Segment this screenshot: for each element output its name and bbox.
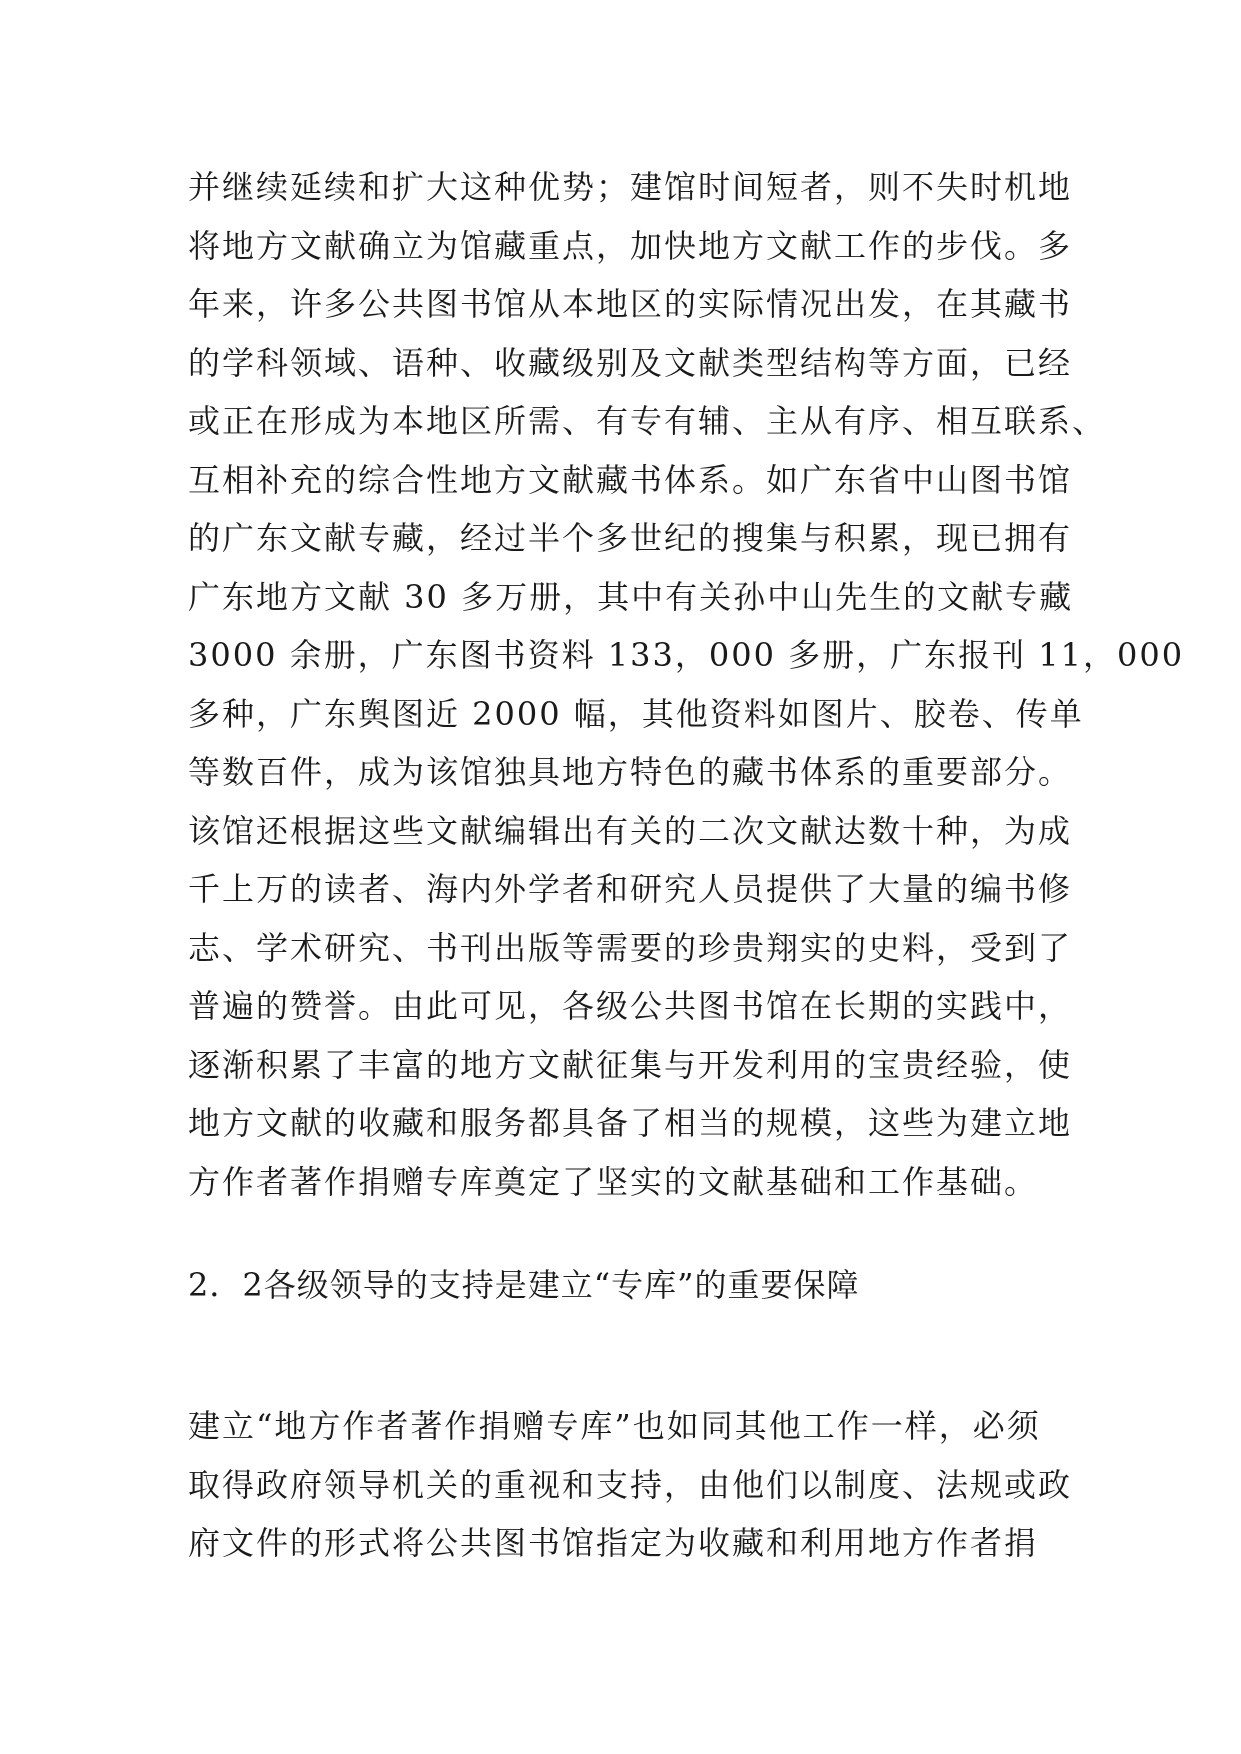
text-line: 年来，许多公共图书馆从本地区的实际情况出发，在其藏书 <box>188 285 1073 323</box>
text-line: 3000 余册，广东图书资料 133，000 多册，广东报刊 11，000 <box>188 636 1185 674</box>
text-line: 等数百件，成为该馆独具地方特色的藏书体系的重要部分。 <box>188 753 1073 791</box>
body-paragraph-1 <box>188 158 1185 1211</box>
text-line: 并继续延续和扩大这种优势；建馆时间短者，则不失时机地 <box>188 168 1073 206</box>
text-line: 方作者著作捐赠专库奠定了坚实的文献基础和工作基础。 <box>188 1162 1039 1201</box>
body-paragraph-2 <box>188 1397 1073 1573</box>
text-line: 地方文献的收藏和服务都具备了相当的规模，这些为建立地 <box>188 1104 1073 1142</box>
text-line: 互相补充的综合性地方文献藏书体系。如广东省中山图书馆 <box>188 460 1073 499</box>
text-line: 或正在形成为本地区所需、有专有辅、主从有序、相互联系、 <box>188 402 1107 440</box>
text-line: 该馆还根据这些文献编辑出有关的二次文献达数十种，为成 <box>188 811 1073 850</box>
text-line: 府文件的形式将公共图书馆指定为收藏和利用地方作者捐 <box>188 1524 1039 1562</box>
text-line: 普遍的赞誉。由此可见，各级公共图书馆在长期的实践中， <box>188 987 1073 1025</box>
text-line: 多种，广东舆图近 2000 幅，其他资料如图片、胶卷、传单 <box>188 694 1084 733</box>
text-line: 的学科领域、语种、收藏级别及文献类型结构等方面，已经 <box>188 343 1073 382</box>
text-line: 取得政府领导机关的重视和支持，由他们以制度、法规或政 <box>188 1465 1073 1504</box>
text-line: 将地方文献确立为馆藏重点，加快地方文献工作的步伐。多 <box>188 226 1073 265</box>
section-heading-text: 2．2各级领导的支持是建立“专库”的重要保障 <box>188 1266 860 1304</box>
section-heading <box>188 1256 1068 1315</box>
text-line: 的广东文献专藏，经过半个多世纪的搜集与积累，现已拥有 <box>188 519 1073 557</box>
text-line: 志、学术研究、书刊出版等需要的珍贵翔实的史料，受到了 <box>188 928 1073 967</box>
text-line: 千上万的读者、海内外学者和研究人员提供了大量的编书修 <box>188 870 1073 908</box>
text-line: 逐渐积累了丰富的地方文献征集与开发利用的宝贵经验，使 <box>188 1045 1073 1084</box>
text-line: 广东地方文献 30 多万册，其中有关孙中山先生的文献专藏 <box>188 577 1074 616</box>
text-line: 建立“地方作者著作捐赠专库”也如同其他工作一样，必须 <box>188 1407 1041 1445</box>
